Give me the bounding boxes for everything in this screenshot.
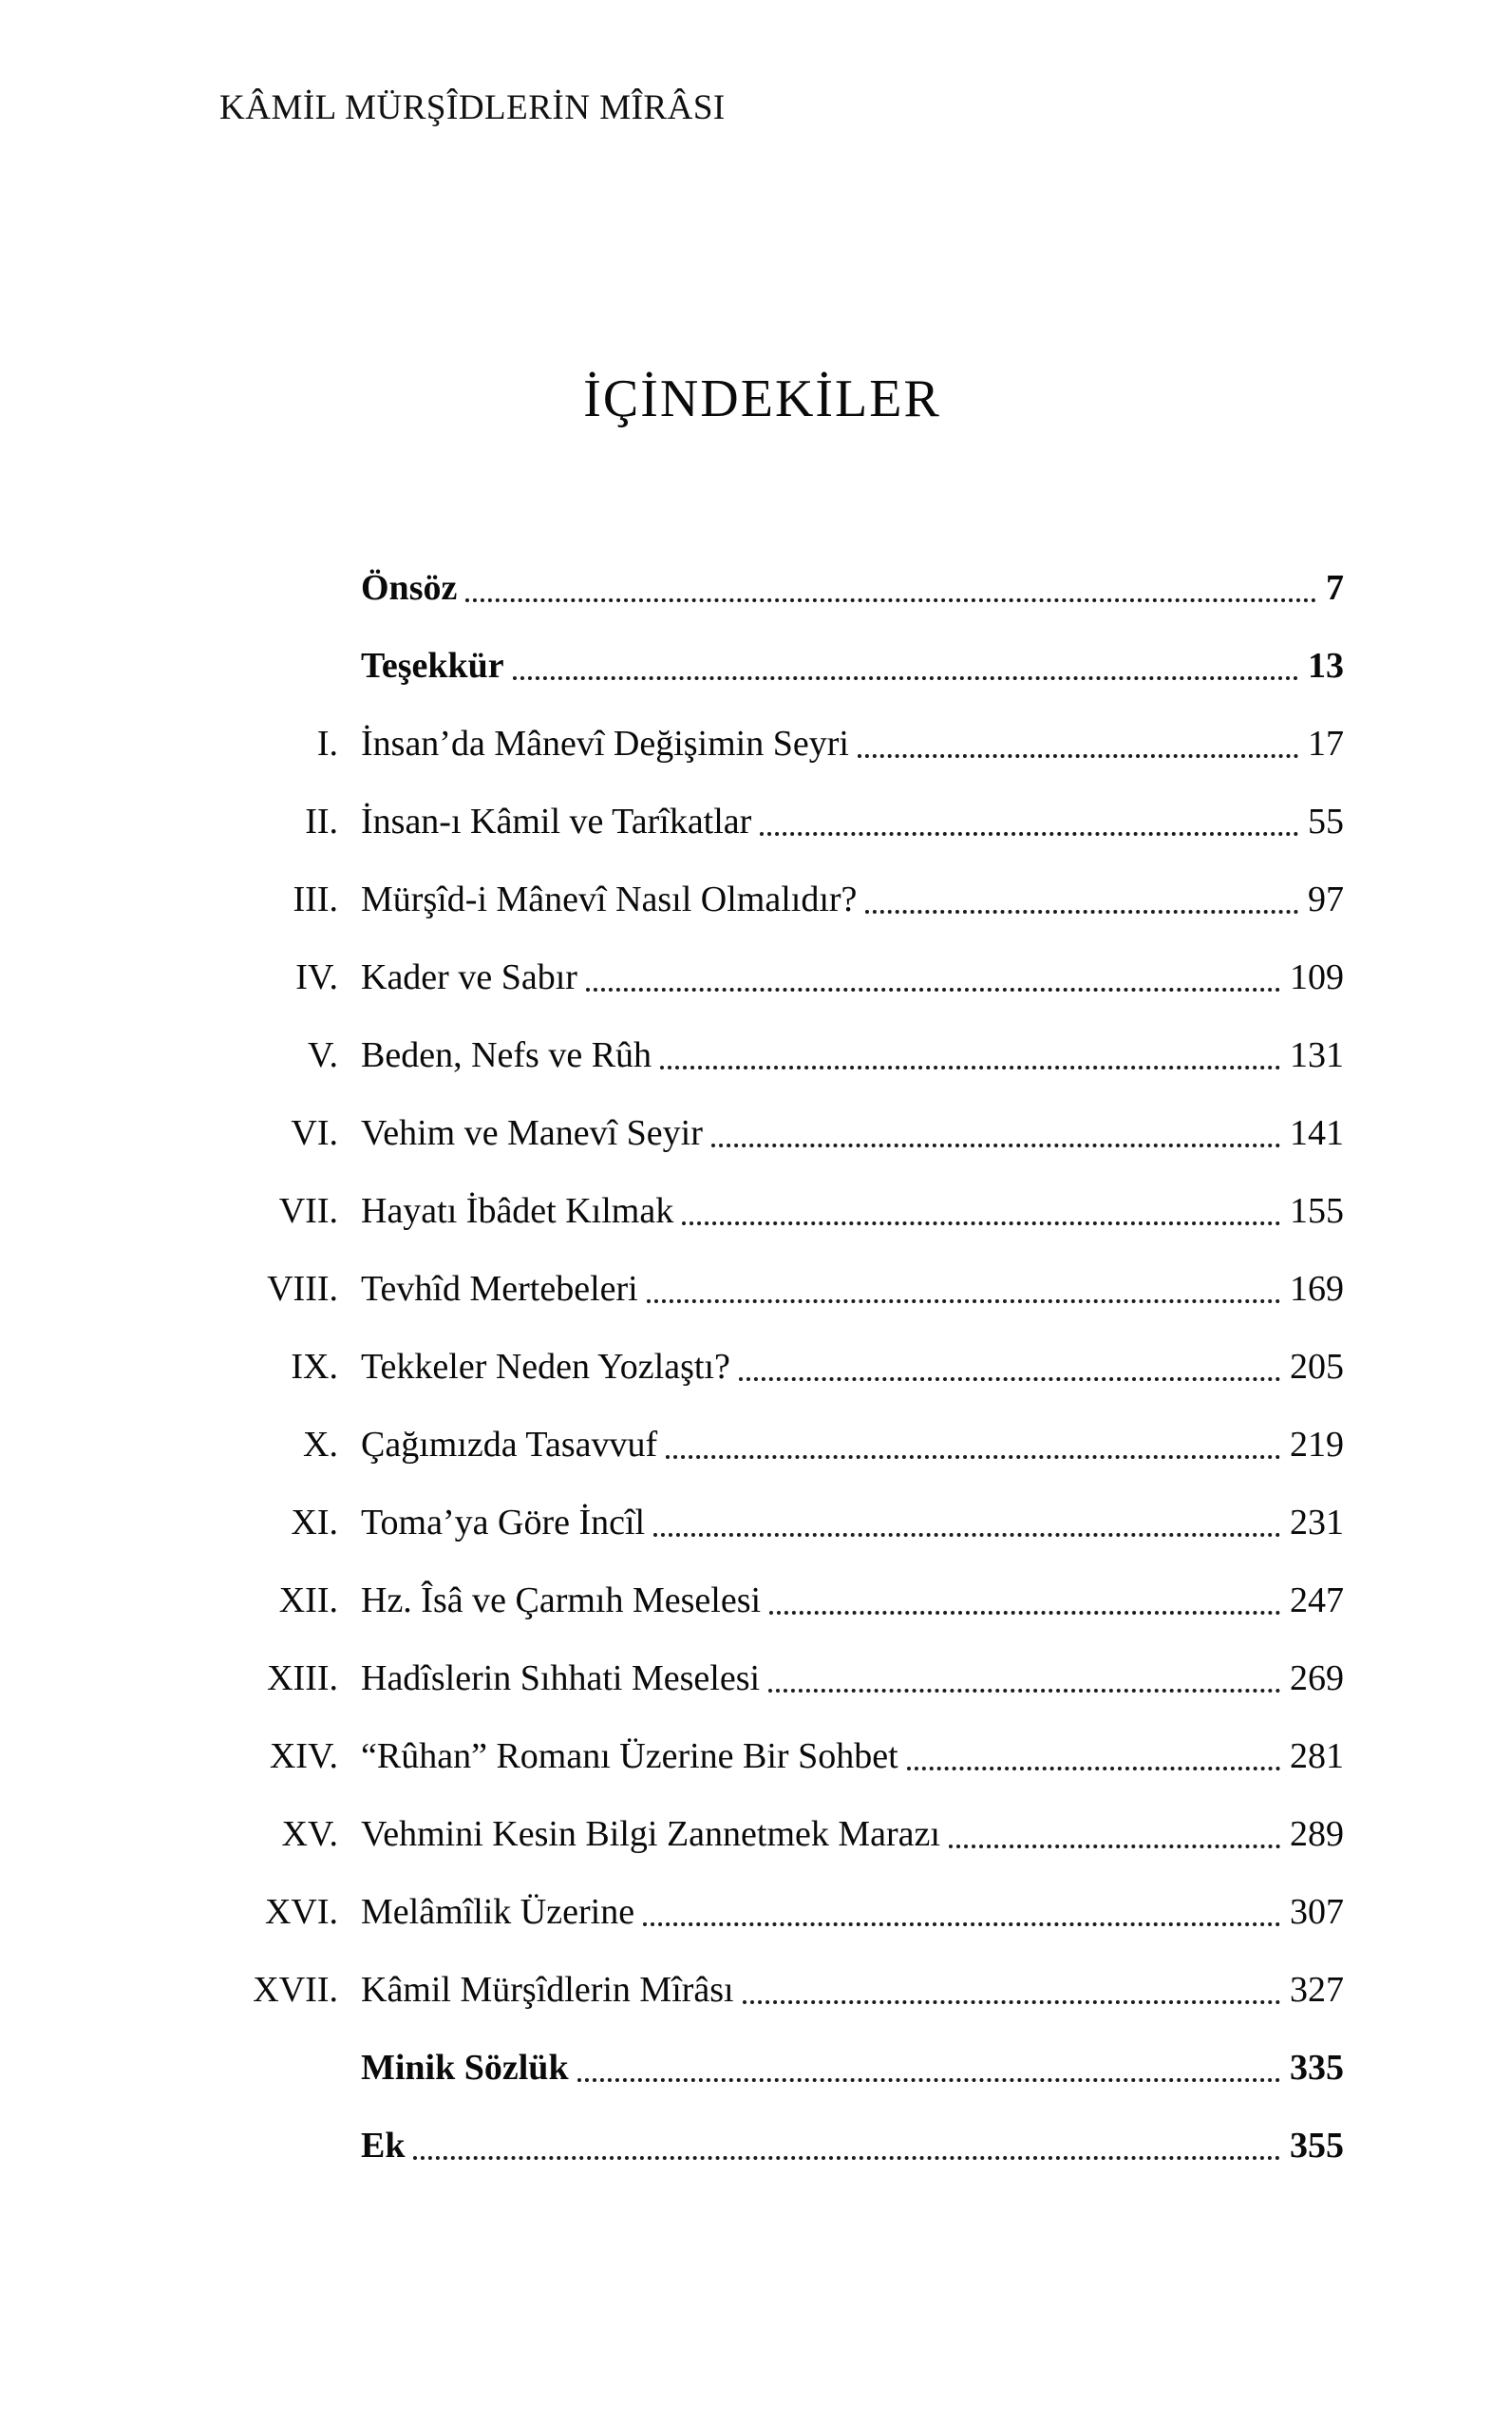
toc-entry-page: 247 (1290, 1580, 1344, 1620)
toc-dot-leader (949, 1845, 1280, 1848)
toc-entry-numeral: V. (307, 1035, 338, 1075)
toc-dot-leader (768, 1689, 1280, 1693)
toc-entry-label: Beden, Nefs ve Rûh (361, 1035, 652, 1075)
toc-entry-numeral: VI. (291, 1113, 338, 1153)
toc-entry-page: 289 (1290, 1814, 1344, 1854)
toc-entry (180, 1250, 1344, 1328)
toc-entry (180, 2029, 1344, 2107)
toc-entry-label: Vehim ve Manevî Seyir (361, 1113, 703, 1153)
toc-dot-leader (769, 1611, 1280, 1615)
toc-entry-label: Tekkeler Neden Yozlaştı? (361, 1347, 730, 1387)
toc-entry (180, 1795, 1344, 1873)
toc-entry-label: Kâmil Mürşîdlerin Mîrâsı (361, 1970, 734, 2010)
toc-entry-label: Çağımızda Tasavvuf (361, 1425, 658, 1465)
toc-entry-page: 281 (1290, 1736, 1344, 1776)
toc-entry (180, 783, 1344, 861)
toc-entry-page: 327 (1290, 1970, 1344, 2010)
toc-entry-page: 109 (1290, 957, 1344, 997)
toc-entry-page: 17 (1308, 724, 1344, 764)
toc-entry (180, 1717, 1344, 1795)
toc-entry-label: Önsöz (361, 568, 458, 608)
toc-entry-page: 205 (1290, 1347, 1344, 1387)
toc-entry-page: 169 (1290, 1269, 1344, 1309)
toc-entry-numeral: IV. (295, 957, 338, 997)
toc-entry-numeral: XVII. (253, 1970, 338, 2010)
toc-dot-leader (739, 1377, 1280, 1381)
toc-dot-leader (711, 1144, 1280, 1147)
toc-entry-page: 131 (1290, 1035, 1344, 1075)
toc-entry-numeral: I. (316, 724, 338, 764)
toc-entry (180, 627, 1344, 705)
toc-entry (180, 1639, 1344, 1717)
toc-entry-label: Hadîslerin Sıhhati Meselesi (361, 1658, 761, 1698)
toc-entry-page: 269 (1290, 1658, 1344, 1698)
toc-entry (180, 938, 1344, 1016)
toc-entry-numeral: III. (293, 880, 338, 919)
toc-entry-page: 97 (1308, 880, 1344, 919)
toc-entry (180, 1561, 1344, 1639)
toc-entry (180, 861, 1344, 938)
toc-entry-numeral: VIII. (267, 1269, 338, 1309)
toc-dot-leader (858, 754, 1298, 758)
toc-entry-page: 141 (1290, 1113, 1344, 1153)
toc-dot-leader (465, 598, 1316, 602)
toc-entry (180, 1951, 1344, 2029)
toc-entry (180, 1172, 1344, 1250)
toc-dot-leader (647, 1299, 1280, 1303)
toc-entry-page: 355 (1290, 2126, 1344, 2166)
toc-entry-label: Minik Sözlük (361, 2048, 569, 2088)
toc-entry-page: 13 (1308, 646, 1344, 686)
toc-entry-label: Kader ve Sabır (361, 957, 577, 997)
toc-dot-leader (653, 1533, 1280, 1537)
toc-dot-leader (666, 1455, 1280, 1459)
toc-entry-page: 7 (1326, 568, 1344, 608)
toc-entry-numeral: XIII. (267, 1658, 338, 1698)
toc-entry-numeral: XVI. (264, 1892, 338, 1932)
toc-entry (180, 705, 1344, 783)
toc-entry (180, 1328, 1344, 1406)
toc-entry-label: Mürşîd-i Mânevî Nasıl Olmalıdır? (361, 880, 858, 919)
toc-entry-page: 155 (1290, 1191, 1344, 1231)
toc-dot-leader (760, 832, 1298, 836)
toc-entry-label: Hayatı İbâdet Kılmak (361, 1191, 674, 1231)
page-title: İÇİNDEKİLER (583, 369, 941, 428)
toc-entry-numeral: XII. (278, 1580, 338, 1620)
toc-dot-leader (643, 1922, 1280, 1926)
toc-entry (180, 1484, 1344, 1561)
running-header-book-title: KÂMİL MÜRŞÎDLERİN MÎRÂSI (219, 88, 726, 127)
toc-dot-leader (513, 676, 1298, 680)
toc-entry-label: Tevhîd Mertebeleri (361, 1269, 638, 1309)
toc-entry (180, 549, 1344, 627)
toc-entry-label: “Rûhan” Romanı Üzerine Bir Sohbet (361, 1736, 898, 1776)
toc-entry-label: Ek (361, 2126, 406, 2166)
toc-entry-numeral: IX. (291, 1347, 338, 1387)
toc-entry-label: Vehmini Kesin Bilgi Zannetmek Marazı (361, 1814, 940, 1854)
toc-entry-page: 231 (1290, 1503, 1344, 1542)
toc-dot-leader (682, 1221, 1280, 1225)
toc-entry-label: İnsan-ı Kâmil ve Tarîkatlar (361, 802, 752, 842)
toc-entry-page: 335 (1290, 2048, 1344, 2088)
toc-entry (180, 1094, 1344, 1172)
toc-entry-numeral: X. (303, 1425, 338, 1465)
toc-entry (180, 1016, 1344, 1094)
toc-entry-numeral: XIV. (269, 1736, 338, 1776)
toc-entry (180, 1873, 1344, 1951)
toc-entry-label: Melâmîlik Üzerine (361, 1892, 635, 1932)
toc-entry-label: Teşekkür (361, 646, 504, 686)
toc-dot-leader (577, 2078, 1280, 2082)
toc-list (180, 549, 1344, 2185)
toc-dot-leader (907, 1767, 1280, 1770)
toc-dot-leader (586, 988, 1280, 992)
toc-entry (180, 1406, 1344, 1484)
toc-entry-label: Toma’ya Göre İncîl (361, 1503, 646, 1542)
toc-entry-page: 219 (1290, 1425, 1344, 1465)
toc-dot-leader (660, 1066, 1280, 1069)
toc-entry-numeral: II. (305, 802, 338, 842)
toc-entry-page: 55 (1308, 802, 1344, 842)
toc-entry-numeral: VII. (278, 1191, 338, 1231)
toc-entry (180, 2107, 1344, 2185)
toc-dot-leader (865, 910, 1298, 914)
toc-dot-leader (413, 2156, 1280, 2160)
toc-entry-page: 307 (1290, 1892, 1344, 1932)
toc-entry-numeral: XI. (291, 1503, 338, 1542)
toc-dot-leader (743, 2000, 1280, 2004)
toc-entry-numeral: XV. (281, 1814, 338, 1854)
toc-entry-label: Hz. Îsâ ve Çarmıh Meselesi (361, 1580, 762, 1620)
toc-entry-label: İnsan’da Mânevî Değişimin Seyri (361, 724, 849, 764)
